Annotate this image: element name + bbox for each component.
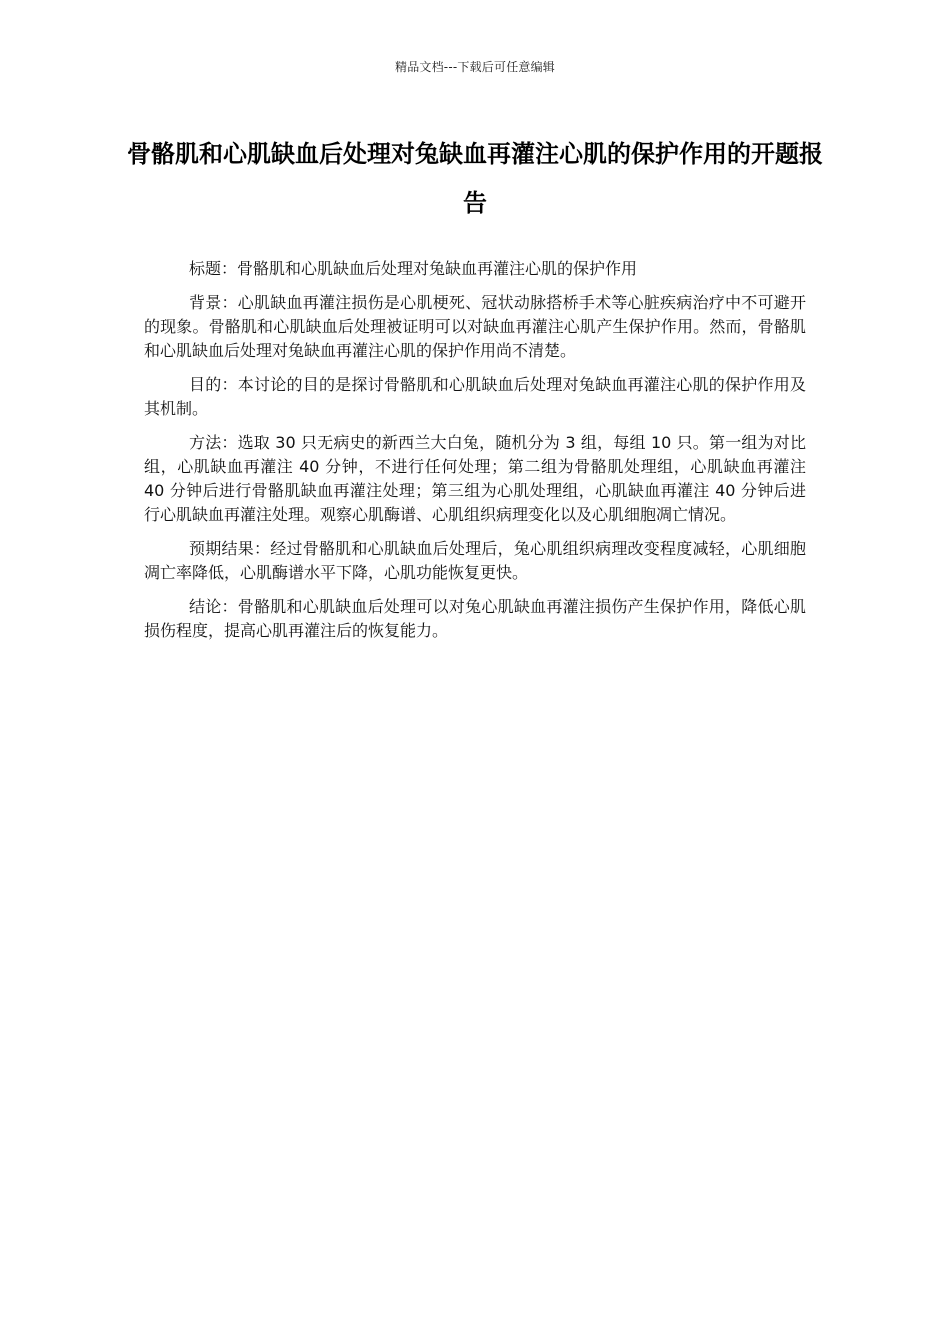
header-note: 精品文档---下载后可任意编辑 (395, 60, 555, 74)
document-title: 骨骼肌和心肌缺血后处理对兔缺血再灌注心肌的保护作用的开题报告 (127, 140, 823, 217)
paragraph-title: 标题：骨骼肌和心肌缺血后处理对兔缺血再灌注心肌的保护作用 (189, 259, 638, 278)
paragraph-expected-results: 预期结果：经过骨骼肌和心肌缺血后处理后，兔心肌组织病理改变程度减轻，心肌细胞凋亡率降低，心肌酶谱水平下降，心肌功能恢复更快。 (144, 539, 806, 582)
document-body (144, 257, 806, 653)
paragraph-objective: 目的：本讨论的目的是探讨骨骼肌和心肌缺血后处理对兔缺血再灌注心肌的保护作用及其机制。 (144, 375, 806, 418)
paragraph-background: 背景：心肌缺血再灌注损伤是心肌梗死、冠状动脉搭桥手术等心脏疾病治疗中不可避开的现象。骨骼肌和心肌缺血后处理被证明可以对缺血再灌注心肌产生保护作用。然而，骨骼肌和心肌缺血后处理对兔缺血再灌注心肌的保护作用尚不清楚。 (144, 293, 806, 360)
paragraph-methods: 方法：选取 30 只无病史的新西兰大白兔，随机分为 3 组，每组 10 只。第一组为对比组，心肌缺血再灌注 40 分钟，不进行任何处理；第二组为骨骼肌处理组，心肌缺血再灌注 40 分钟后进行骨骼肌缺血再灌注处理；第三组为心肌处理组，心肌缺血再灌注 40 分钟后进行心肌缺血再灌注处理。观察心肌酶谱、心肌组织病理变化以及心肌细胞凋亡情况。 (144, 433, 806, 524)
paragraph-conclusion: 结论：骨骼肌和心肌缺血后处理可以对兔心肌缺血再灌注损伤产生保护作用，降低心肌损伤程度，提高心肌再灌注后的恢复能力。 (144, 597, 806, 640)
